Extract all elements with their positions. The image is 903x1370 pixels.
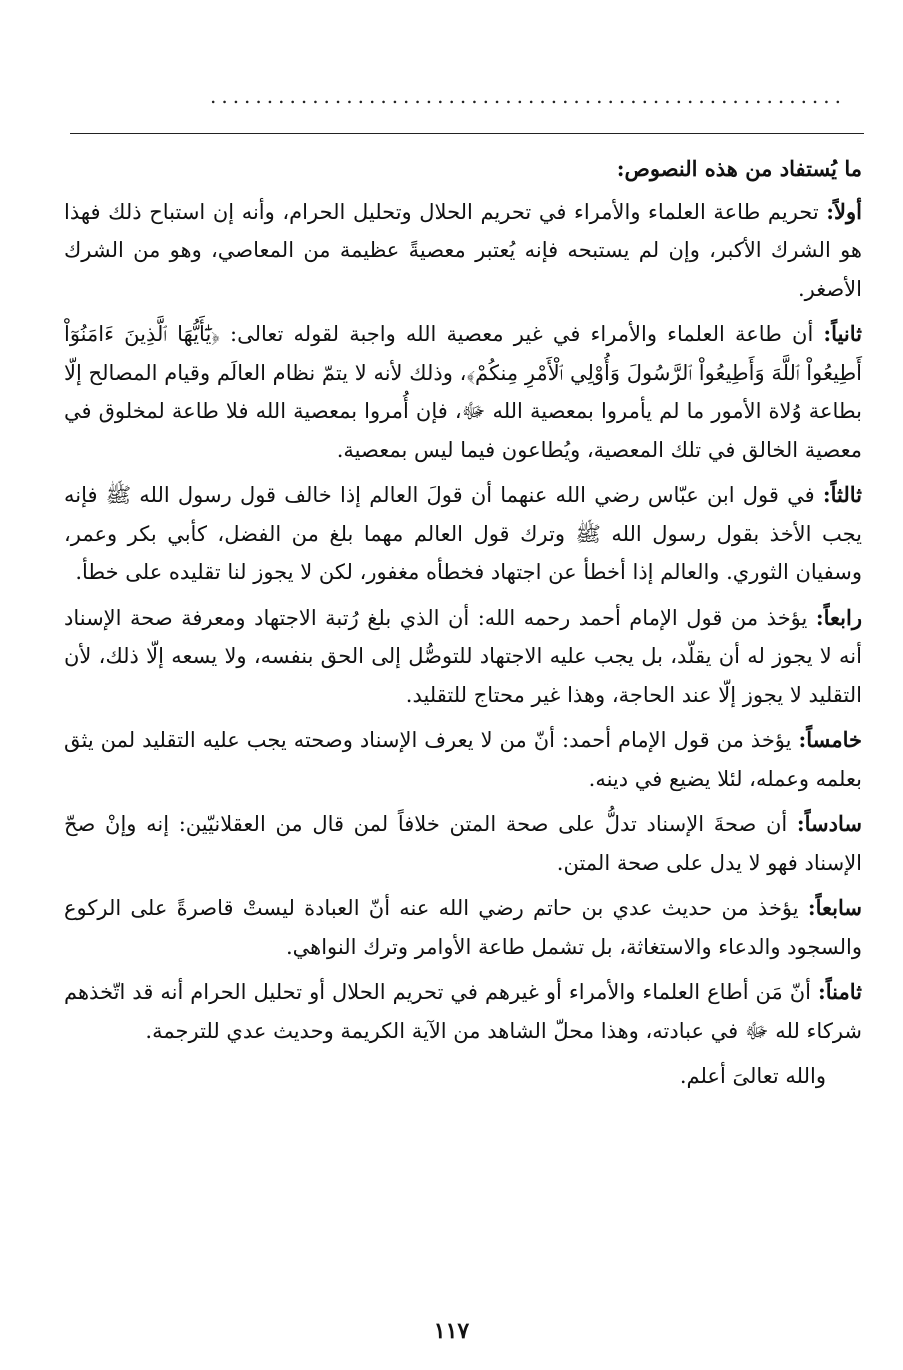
- point-text: تحريم طاعة العلماء والأمراء في تحريم الحلال وتحليل الحرام، وأنه إن استباح ذلك فهذا هو الشرك الأكبر، وإن لم يستبحه فإنه يُعتبر معصيةً عظيمة من المعاصي، وهو من الشرك الأصغر.: [64, 199, 862, 301]
- point-5: [64, 721, 862, 798]
- point-text: في قول ابن عبّاس رضي الله عنهما أن قولَ العالم إذا خالف قول رسول الله ﷺ فإنه يجب الأخذ بقول رسول الله ﷺ وترك قول العالم مهما بلغ من الفضل، كأبي بكر وعمر، وسفيان الثوري. والعالم إذا أخطأ عن اجتهاد فخطأه مغفور، لكن لا يجوز لنا تقليده على خطأ.: [64, 483, 862, 584]
- point-text: أن طاعة العلماء والأمراء في غير معصية الله واجبة لقوله تعالى: ﴿يَٰٓأَيُّهَا ٱلَّذِينَ ءَامَنُوٓاْ أَطِيعُواْ ٱللَّهَ وَأَطِيعُواْ ٱلرَّسُولَ وَأُوْلِي ٱلْأَمْرِ مِنكُمْ﴾، وذلك لأنه لا يتمّ نظام العالَم وقيام المصالح إلّا بطاعة وُلاة الأمور ما لم يأمروا بمعصية الله ﷻ، فإن أُمروا بمعصية الله فلا طاعة لمخلوق في معصية الخالق في تلك المعصية، ويُطاعون فيما ليس بمعصية.: [64, 322, 862, 462]
- point-8: [64, 973, 862, 1050]
- header-rule: [70, 133, 864, 134]
- point-text: يؤخذ من قول الإمام أحمد: أنّ من لا يعرف الإسناد وصحته يجب عليه التقليد لمن يثق بعلمه وعمله، لئلا يضيع في دينه.: [64, 728, 862, 791]
- page-body: [64, 150, 862, 1103]
- point-3: [64, 476, 862, 592]
- point-label: ثانياً:: [823, 321, 862, 346]
- point-text: يؤخذ من حديث عدي بن حاتم رضي الله عنه أنّ العبادة ليستْ قاصرةً على الركوع والسجود والدعاء والاستغاثة، بل تشمل طاعة الأوامر وترك النواهي.: [64, 896, 862, 959]
- point-label: سابعاً:: [807, 895, 862, 920]
- point-label: ثالثاً:: [822, 482, 862, 507]
- point-label: رابعاً:: [815, 604, 862, 630]
- point-text: يؤخذ من قول الإمام أحمد رحمه الله: أن الذي بلغ رُتبة الاجتهاد ومعرفة صحة الإسناد أنه لا يجوز له أن يقلّد، بل يجب عليه الاجتهاد للتوصُّل إلى الحق بنفسه، ولا يسعه إلّا ذلك، لأن التقليد لا يجوز إلّا عند الحاجة، وهذا غير محتاج للتقليد.: [64, 605, 862, 707]
- point-label: أولاً:: [826, 198, 862, 224]
- point-4: [64, 599, 862, 715]
- closing-line: والله تعالىَ أعلم.: [679, 1064, 826, 1088]
- section-heading: ما يُستفاد من هذه النصوص:: [616, 156, 862, 181]
- point-1: [64, 193, 862, 309]
- point-7: [64, 889, 862, 966]
- point-label: سادساً:: [796, 811, 862, 836]
- point-label: خامساً:: [798, 727, 862, 752]
- point-label: ثامناً:: [818, 979, 862, 1004]
- page-number: ١١٧: [433, 1318, 470, 1344]
- header-dotted-line: ........................................................: [209, 86, 846, 106]
- point-text: أنّ مَن أطاع العلماء والأمراء أو غيرهم في تحريم الحلال أو تحليل الحرام أنه قد اتّخذهم شركاء لله ﷻ في عبادته، وهذا محلّ الشاهد من الآية الكريمة وحديث عدي للترجمة.: [64, 980, 862, 1043]
- point-6: [64, 805, 862, 882]
- point-text: أن صحةَ الإسناد تدلُّ على صحة المتن خلافاً لمن قال من العقلانيّين: إنه وإنْ صحّ الإسناد فهو لا يدل على صحة المتن.: [64, 812, 862, 875]
- point-2: [64, 315, 862, 469]
